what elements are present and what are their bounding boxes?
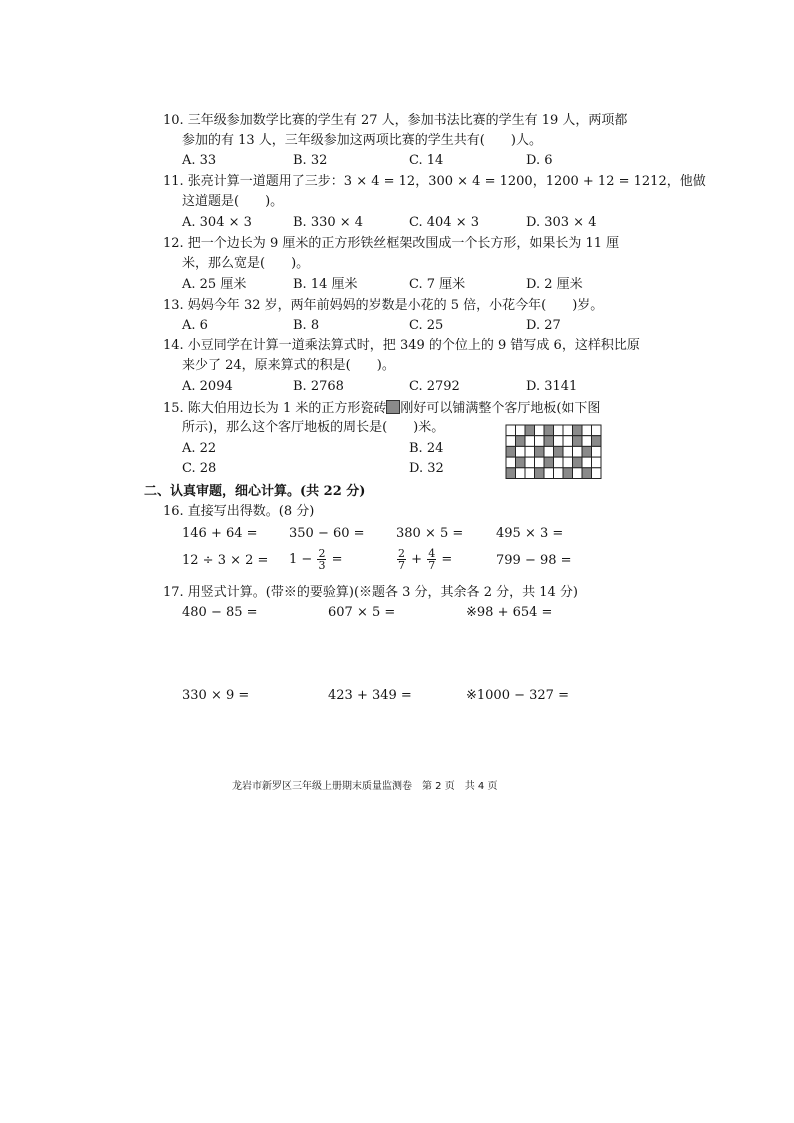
q17-r1c2: 607 × 5 =: [328, 605, 396, 620]
grid-tile: [592, 446, 602, 457]
q15-option-c: C. 28: [182, 461, 217, 476]
grid-tile: [554, 468, 564, 479]
grid-tile: [582, 425, 592, 436]
grid-tile-shaded: [544, 457, 554, 468]
q16-r2c3: [396, 545, 452, 575]
q17-heading: 17. 用竖式计算。(带※的要验算)(※题各 3 分，其余各 2 分，共 14 分): [163, 585, 578, 600]
grid-tile-shaded: [592, 436, 602, 447]
grid-tile: [516, 468, 526, 479]
grid-tile-shaded: [573, 457, 583, 468]
q17-r2c1: 330 × 9 =: [182, 688, 250, 703]
equals: =: [331, 552, 343, 567]
q15-option-a: A. 22: [182, 441, 217, 456]
grid-tile: [563, 446, 573, 457]
grid-tile: [544, 446, 554, 457]
q12-line1: 12. 把一个边长为 9 厘米的正方形铁丝框架改围成一个长方形，如果长为 11 厘: [163, 236, 620, 251]
q13-line1: 13. 妈妈今年 32 岁，两年前妈妈的岁数是小花的 5 倍，小花今年( )岁。: [163, 298, 604, 313]
q16-r1c3: 380 × 5 =: [396, 526, 464, 541]
q16-heading: 16. 直接写出得数。(8 分): [163, 504, 315, 519]
grid-tile: [544, 468, 554, 479]
grid-tile: [573, 468, 583, 479]
q12-option-c: C. 7 厘米: [409, 277, 466, 292]
q16-r2c2-pre: 1 −: [289, 552, 313, 567]
grid-tile: [506, 425, 516, 436]
q16-r1c2: 350 − 60 =: [289, 526, 365, 541]
grid-tile-shaded: [516, 457, 526, 468]
grid-tile: [563, 436, 573, 447]
section-2-title: 二、认真审题，细心计算。(共 22 分): [144, 484, 366, 499]
numerator: 4: [428, 547, 436, 560]
grid-tile-shaded: [573, 436, 583, 447]
q10-option-b: B. 32: [293, 153, 328, 168]
q11-line1: 11. 张亮计算一道题用了三步：3 × 4 = 12，300 × 4 = 1200，1200 + 12 = 1212，他做: [163, 174, 706, 189]
q13-option-d: D. 27: [526, 318, 561, 333]
grid-tile-shaded: [544, 425, 554, 436]
q11-option-b: B. 330 × 4: [293, 215, 364, 230]
q12-line2: 米，那么宽是( )。: [182, 256, 310, 271]
fraction: [397, 548, 406, 571]
denominator: 7: [398, 559, 405, 572]
grid-tile: [535, 457, 545, 468]
grid-tile: [554, 457, 564, 468]
q14-option-a: A. 2094: [182, 379, 233, 394]
q13-option-a: A. 6: [182, 318, 208, 333]
grid-tile: [554, 425, 564, 436]
grid-tile: [582, 436, 592, 447]
grid-tile-shaded: [525, 425, 535, 436]
grid-tile-shaded: [516, 436, 526, 447]
q17-r2c2: 423 + 349 =: [328, 688, 412, 703]
q10-line2: 参加的有 13 人，三年级参加这两项比赛的学生共有( )人。: [182, 133, 542, 148]
denominator: 7: [428, 559, 436, 572]
grid-tile-shaded: [554, 446, 564, 457]
q15-line1-end: 刚好可以铺满整个客厅地板(如下图: [400, 401, 601, 416]
grid-tile-shaded: [535, 446, 545, 457]
q13-option-c: C. 25: [409, 318, 444, 333]
numerator: 2: [318, 547, 326, 560]
plus-sign: +: [411, 552, 423, 567]
q16-r2c2: [289, 545, 342, 575]
q17-r2c3: ※1000 − 327 =: [466, 688, 569, 703]
floor-tile-grid: [505, 424, 605, 480]
grid-tile-shaded: [573, 425, 583, 436]
grid-tile: [563, 425, 573, 436]
grid-tile: [506, 457, 516, 468]
q10-option-d: D. 6: [526, 153, 553, 168]
q12-option-a: A. 25 厘米: [182, 277, 247, 292]
grid-tile: [563, 457, 573, 468]
q16-r1c4: 495 × 3 =: [496, 526, 564, 541]
q12-option-d: D. 2 厘米: [526, 277, 583, 292]
q16-r2c1: 12 ÷ 3 × 2 =: [182, 553, 269, 568]
q11-line2: 这道题是( )。: [182, 194, 284, 209]
q14-option-b: B. 2768: [293, 379, 344, 394]
q14-option-c: C. 2792: [409, 379, 460, 394]
equals: =: [441, 552, 453, 567]
fraction: [317, 548, 326, 571]
grid-tile: [592, 468, 602, 479]
grid-tile-shaded: [544, 436, 554, 447]
grid-tile: [525, 457, 535, 468]
q12-option-b: B. 14 厘米: [293, 277, 358, 292]
page-footer: 龙岩市新罗区三年级上册期末质量监测卷 第 2 页 共 4 页: [232, 781, 498, 792]
q10-line1: 10. 三年级参加数学比赛的学生有 27 人，参加书法比赛的学生有 19 人，两项都: [163, 113, 628, 128]
grid-tile: [525, 436, 535, 447]
grid-tile: [516, 446, 526, 457]
grid-tile: [592, 457, 602, 468]
fraction: [427, 548, 436, 571]
q16-r2c4: 799 − 98 =: [496, 553, 572, 568]
q14-line1: 14. 小豆同学在计算一道乘法算式时，把 349 的个位上的 9 错写成 6，这样积比原: [163, 338, 640, 353]
q11-option-c: C. 404 × 3: [409, 215, 479, 230]
grid-tile: [535, 425, 545, 436]
grid-tile: [554, 436, 564, 447]
q11-option-a: A. 304 × 3: [182, 215, 252, 230]
grid-tile-shaded: [563, 468, 573, 479]
q16-r1c1: 146 + 64 =: [182, 526, 258, 541]
grid-tile-shaded: [506, 468, 516, 479]
grid-tile: [525, 468, 535, 479]
denominator: 3: [318, 559, 326, 572]
q17-r1c3: ※98 + 654 =: [466, 605, 553, 620]
numerator: 2: [398, 547, 405, 560]
grid-tile: [525, 446, 535, 457]
grid-tile-shaded: [506, 446, 516, 457]
grid-tile-shaded: [582, 468, 592, 479]
grid-tile: [592, 425, 602, 436]
grid-tile-shaded: [535, 468, 545, 479]
q13-option-b: B. 8: [293, 318, 320, 333]
q10-option-a: A. 33: [182, 153, 217, 168]
q17-r1c1: 480 − 85 =: [182, 605, 258, 620]
grid-tile: [582, 457, 592, 468]
q14-option-d: D. 3141: [526, 379, 578, 394]
q10-option-c: C. 14: [409, 153, 444, 168]
grid-tile: [535, 436, 545, 447]
q15-line2: 所示)，那么这个客厅地板的周长是( )米。: [182, 420, 445, 435]
tile-icon: [386, 400, 400, 414]
grid-tile: [506, 436, 516, 447]
q15-option-d: D. 32: [409, 461, 444, 476]
q15-option-b: B. 24: [409, 441, 444, 456]
grid-tile: [516, 425, 526, 436]
q15-line1: [163, 400, 600, 417]
grid-tile: [573, 446, 583, 457]
grid-tile-shaded: [582, 446, 592, 457]
q11-option-d: D. 303 × 4: [526, 215, 597, 230]
q15-line1-start: 15. 陈大伯用边长为 1 米的正方形瓷砖: [163, 401, 387, 416]
q14-line2: 来少了 24，原来算式的积是( )。: [182, 358, 395, 373]
